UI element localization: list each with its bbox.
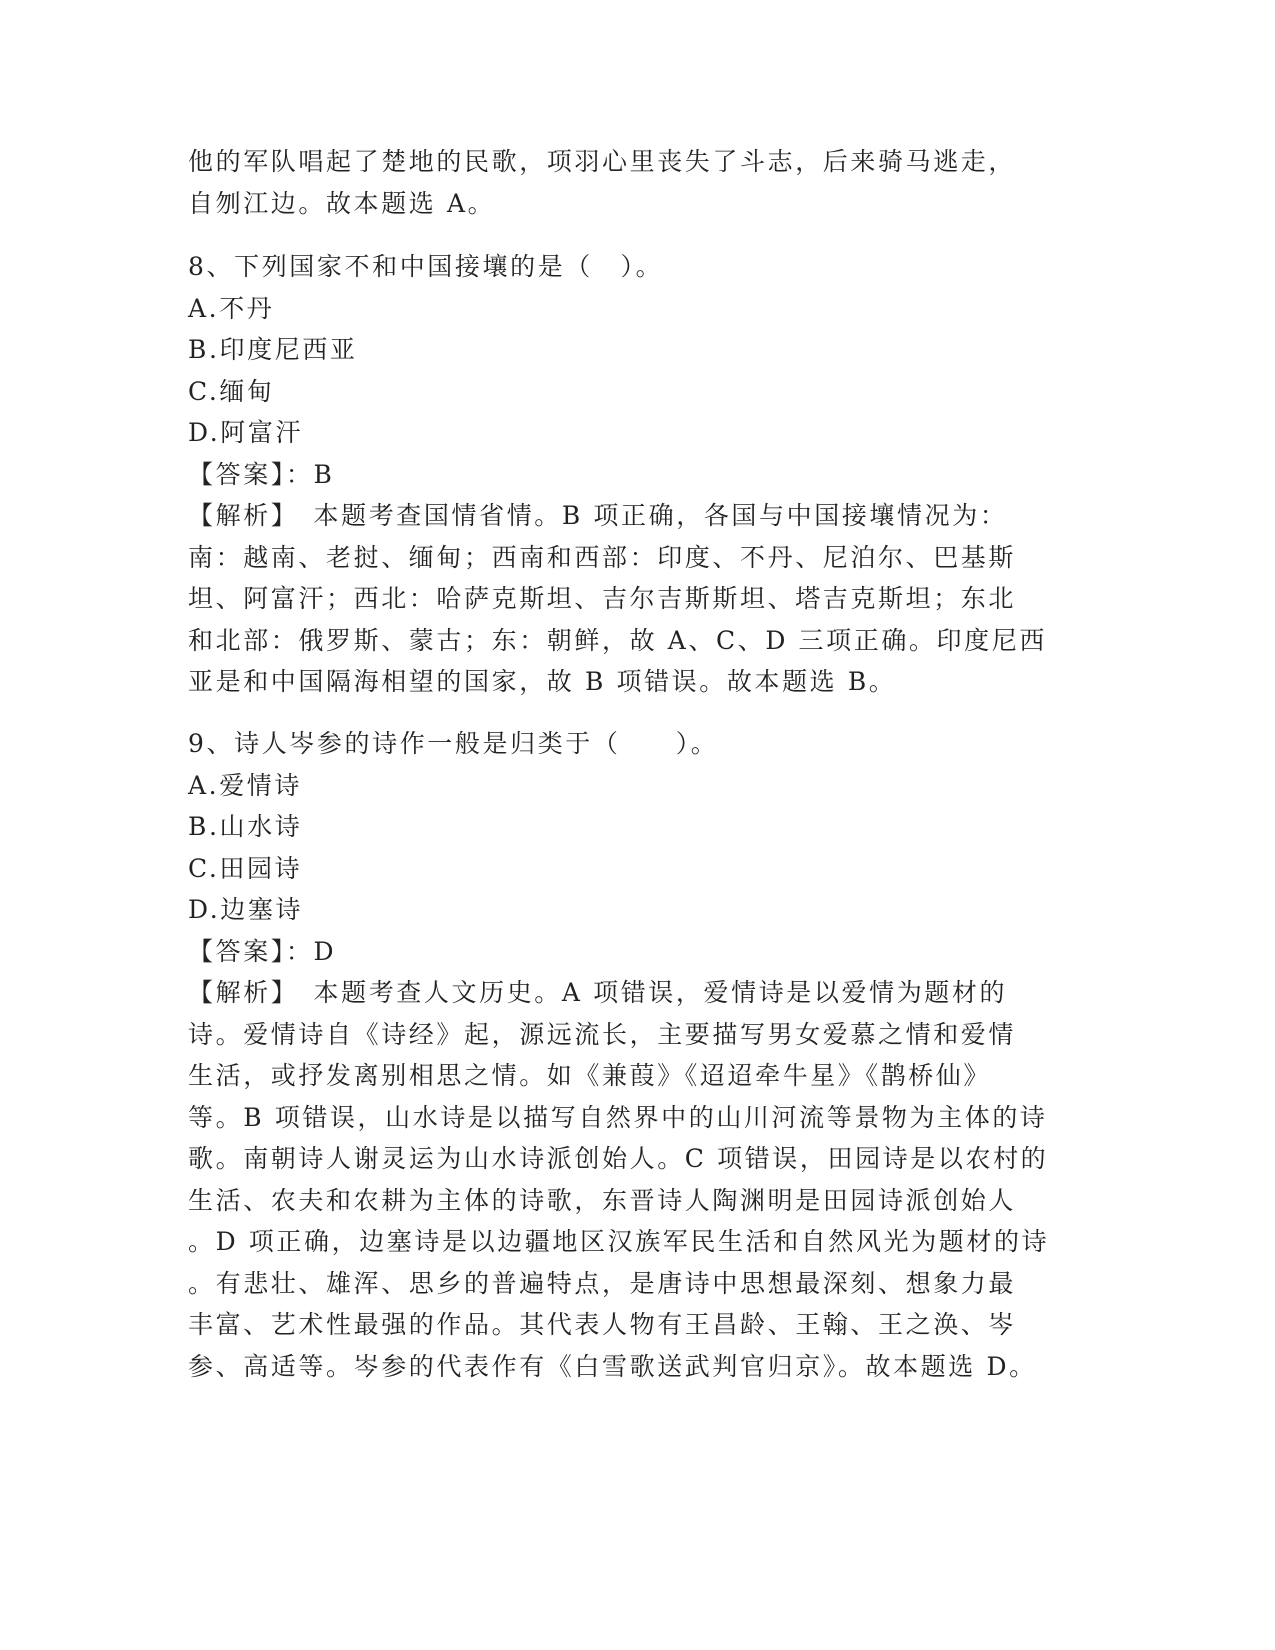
question-9-option-b: B.山水诗	[188, 812, 303, 841]
question-8-answer: 【答案】：B	[188, 460, 335, 489]
question-9-analysis-line: 歌。南朝诗人谢灵运为山水诗派创始人。C 项错误，田园诗是以农村的	[188, 1144, 1049, 1173]
question-9-analysis-line: 【解析】 本题考查人文历史。A 项错误，爱情诗是以爱情为题材的	[188, 978, 1008, 1007]
question-9-analysis-line: 生活，或抒发离别相思之情。如《兼葭》《迢迢牵牛星》《鹊桥仙》	[188, 1061, 992, 1090]
question-8-analysis-line: 坦、阿富汗；西北：哈萨克斯坦、吉尔吉斯斯坦、塔吉克斯坦；东北	[188, 584, 1017, 613]
question-8-option-d: D.阿富汗	[188, 418, 304, 447]
question-9-option-d: D.边塞诗	[188, 895, 304, 924]
question-9-answer: 【答案】：D	[188, 937, 337, 966]
question-9-analysis-line: 。有悲壮、雄浑、思乡的普遍特点，是唐诗中思想最深刻、想象力最	[188, 1269, 1017, 1298]
question-9-analysis-line: 等。B 项错误，山水诗是以描写自然界中的山川河流等景物为主体的诗	[188, 1103, 1048, 1132]
question-8-analysis-line: 和北部：俄罗斯、蒙古；东：朝鲜，故 A、C、D 三项正确。印度尼西	[188, 626, 1047, 655]
question-9-analysis-line: 诗。爱情诗自《诗经》起，源远流长，主要描写男女爱慕之情和爱情	[188, 1020, 1017, 1049]
question-8-analysis-line: 亚是和中国隔海相望的国家，故 B 项错误。故本题选 B。	[188, 667, 897, 696]
intro-line: 他的军队唱起了楚地的民歌，项羽心里丧失了斗志，后来骑马逃走，	[188, 147, 1017, 176]
question-8-option-c: C.缅甸	[188, 377, 275, 406]
question-9-analysis-line: 。D 项正确，边塞诗是以边疆地区汉族军民生活和自然风光为题材的诗	[188, 1227, 1050, 1256]
question-9-analysis-line: 生活、农夫和农耕为主体的诗歌，东晋诗人陶渊明是田园诗派创始人	[188, 1186, 1017, 1215]
question-9-option-a: A.爱情诗	[188, 771, 303, 800]
question-9-text: 9、诗人岑参的诗作一般是归类于（ ）。	[188, 729, 719, 758]
question-9-analysis-line: 参、高适等。岑参的代表作有《白雪歌送武判官归京》。故本题选 D。	[188, 1352, 1037, 1381]
question-8-option-a: A.不丹	[188, 294, 275, 323]
question-9-option-c: C.田园诗	[188, 854, 303, 883]
question-9-analysis-line: 丰富、艺术性最强的作品。其代表人物有王昌龄、王翰、王之涣、岑	[188, 1310, 1017, 1339]
question-8-text: 8、下列国家不和中国接壤的是（ ）。	[188, 252, 664, 281]
question-8-option-b: B.印度尼西亚	[188, 335, 358, 364]
question-8-analysis-line: 【解析】 本题考查国情省情。B 项正确，各国与中国接壤情况为：	[188, 501, 1008, 530]
question-8-analysis-line: 南：越南、老挝、缅甸；西南和西部：印度、不丹、尼泊尔、巴基斯	[188, 543, 1017, 572]
intro-line: 自刎江边。故本题选 A。	[188, 189, 496, 218]
